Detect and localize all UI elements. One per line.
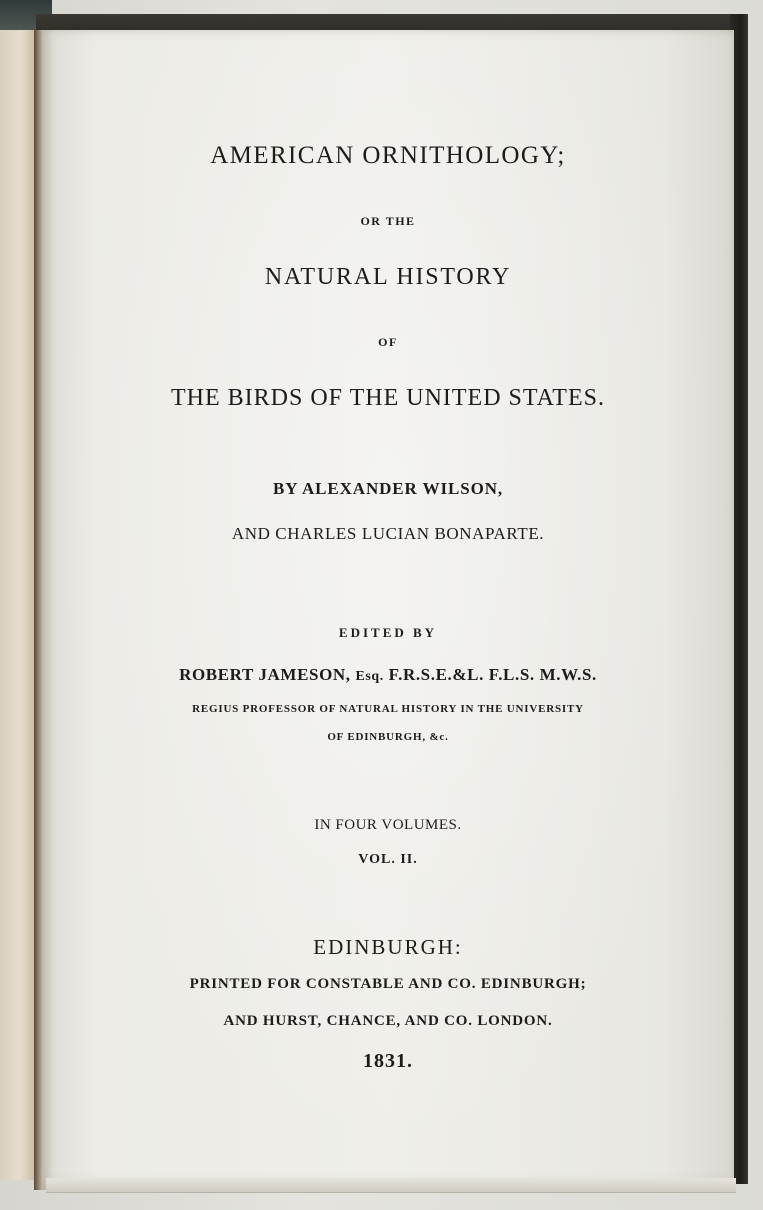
editor-title-2: OF EDINBURGH, &c. [327, 731, 449, 743]
subtitle-natural-history: NATURAL HISTORY [264, 264, 512, 290]
volume-number: VOL. II. [358, 852, 418, 867]
editor-credentials: F.R.S.E.&L. F.L.S. M.W.S. [383, 665, 597, 684]
subtitle-birds: THE BIRDS OF THE UNITED STATES. [171, 385, 605, 411]
author-bonaparte: AND CHARLES LUCIAN BONAPARTE. [231, 524, 545, 543]
edited-by: EDITED BY [338, 625, 438, 640]
connector-or-the: OR THE [360, 214, 416, 228]
editor-esq: Esq. [355, 669, 384, 684]
editor-name-line [42, 665, 734, 685]
book-title: AMERICAN ORNITHOLOGY; [210, 142, 566, 169]
printer-line-2: AND HURST, CHANCE, AND CO. LONDON. [223, 1013, 553, 1029]
page-bottom-edge [46, 1178, 736, 1193]
connector-of: OF [378, 335, 398, 349]
editor-title-1: REGIUS PROFESSOR OF NATURAL HISTORY IN THE UNIVERSITY [192, 703, 584, 715]
publication-year: 1831. [363, 1050, 413, 1072]
printer-line-1: PRINTED FOR CONSTABLE AND CO. EDINBURGH; [189, 976, 587, 992]
author-wilson: BY ALEXANDER WILSON, [272, 479, 504, 498]
editor-name: ROBERT JAMESON, [179, 665, 356, 684]
facing-page [0, 30, 36, 1180]
volumes-note: IN FOUR VOLUMES. [314, 817, 462, 833]
imprint-city: EDINBURGH: [313, 935, 463, 959]
title-page [42, 30, 734, 1190]
